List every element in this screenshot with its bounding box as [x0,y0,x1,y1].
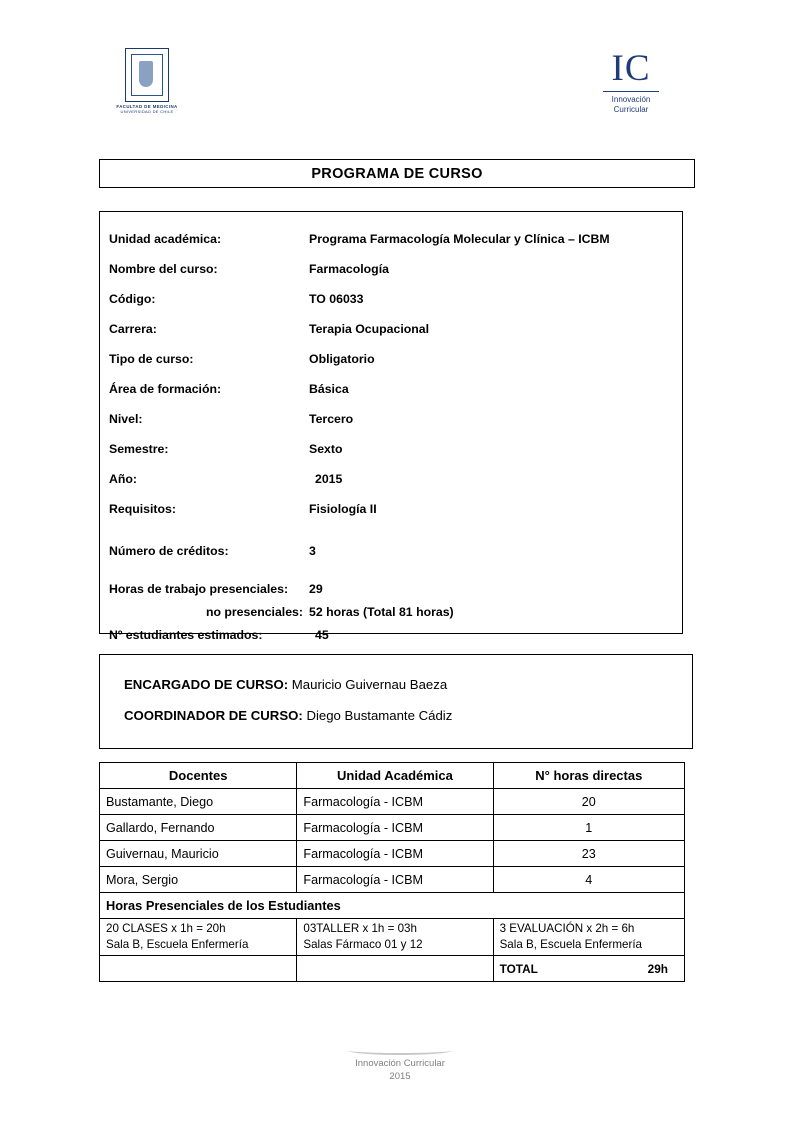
teacher-name: Guivernau, Mauricio [100,841,297,867]
teacher-hours: 20 [493,789,684,815]
encargado-de-curso-line [124,669,692,700]
info-label: no presenciales: [205,605,303,619]
info-value: Tercero [309,412,354,426]
ic-letters: IC [611,48,651,89]
info-value: 52 horas (Total 81 horas) [309,605,454,619]
total-label: TOTAL [499,961,538,976]
column-header-unidad-academica: Unidad Académica [297,763,493,789]
coordinador-label: COORDINADOR DE CURSO: [124,708,303,723]
footer-line2: 2015 [389,1071,411,1082]
empty-cell-2 [297,956,493,982]
total-value: 29h [647,961,668,976]
crest-faculty-label: FACULTAD DE MEDICINA [116,104,178,109]
info-label: Nivel: [109,412,143,426]
teacher-hours: 4 [493,867,684,893]
course-info-box [99,211,683,642]
info-label: Horas de trabajo presenciales: [109,582,289,596]
table-header-row [100,763,685,789]
total-cell [493,956,684,982]
teacher-name: Bustamante, Diego [100,789,297,815]
info-value: Farmacología [309,262,389,276]
info-label: Código: [109,292,156,306]
info-row-area-formacion [100,374,682,404]
page-title: PROGRAMA DE CURSO [311,165,483,182]
empty-cell-1 [100,956,297,982]
column-header-horas-directas: N° horas directas [493,763,684,789]
section-title-horas-presenciales: Horas Presenciales de los Estudiantes [100,893,685,919]
info-label: Requisitos: [109,502,176,516]
encargado-label: ENCARGADO DE CURSO: [124,677,289,692]
info-value: 3 [309,544,316,558]
footer-line1: Innovación Curricular [355,1058,445,1069]
universidad-de-chile-logo [112,48,182,114]
teachers-table-wrapper [99,762,685,982]
info-value: Básica [309,382,349,396]
info-value: TO 06033 [309,292,364,306]
info-row-requisitos [100,494,682,524]
encargado-value: Mauricio Guivernau Baeza [291,677,448,692]
ic-subtitle-line2: Curricular [613,105,649,114]
info-value: Sexto [309,442,343,456]
teacher-hours: 23 [493,841,684,867]
block-evaluacion-line1: 3 EVALUACIÓN x 2h = 6h [499,922,635,935]
info-row-anio [100,464,682,494]
coordinador-value: Diego Bustamante Cádiz [306,708,453,723]
info-row-horas-presenciales [100,578,682,601]
block-clases [100,919,297,956]
info-label: Carrera: [109,322,157,336]
info-row-nombre-curso [100,254,682,284]
crest-university-label: UNIVERSIDAD DE CHILE [120,109,174,114]
info-row-tipo-curso [100,344,682,374]
teacher-hours: 1 [493,815,684,841]
info-label: Área de formación: [109,382,222,396]
info-label: Nombre del curso: [109,262,218,276]
ic-divider [603,91,659,92]
course-charge-box [99,654,693,749]
crest-icon [125,48,169,102]
info-row-semestre [100,434,682,464]
info-value: Terapia Ocupacional [309,322,430,336]
footer-swoosh-icon [348,1046,452,1055]
info-value: 29 [309,582,323,596]
teachers-table [99,762,685,982]
block-taller [297,919,493,956]
block-taller-line1: 03TALLER x 1h = 03h [303,922,417,935]
block-evaluacion-line2: Sala B, Escuela Enfermería [499,938,642,951]
table-row [100,815,685,841]
info-value: 45 [315,628,329,642]
block-taller-line2: Salas Fármaco 01 y 12 [303,938,423,951]
info-label: Unidad académica: [109,232,222,246]
block-clases-line1: 20 CLASES x 1h = 20h [106,922,226,935]
block-evaluacion [493,919,684,956]
info-row-unidad-academica [100,224,682,254]
teacher-unit: Farmacología - ICBM [297,789,493,815]
table-blocks-row [100,919,685,956]
teacher-name: Mora, Sergio [100,867,297,893]
info-row-numero-creditos [100,536,682,566]
info-value: Fisiología II [309,502,377,516]
innovacion-curricular-logo [586,50,676,115]
page-footer [0,1046,800,1083]
document-title-box [99,159,695,188]
info-value: Programa Farmacología Molecular y Clínica – ICBM [309,232,610,246]
info-label: Semestre: [109,442,169,456]
teacher-unit: Farmacología - ICBM [297,867,493,893]
table-row [100,841,685,867]
info-value: Obligatorio [309,352,375,366]
teacher-unit: Farmacología - ICBM [297,815,493,841]
teacher-name: Gallardo, Fernando [100,815,297,841]
teacher-unit: Farmacología - ICBM [297,841,493,867]
info-value: 2015 [315,472,343,486]
table-section-row [100,893,685,919]
info-row-horas-no-presenciales [100,601,682,624]
column-header-docentes: Docentes [100,763,297,789]
table-row [100,867,685,893]
block-clases-line2: Sala B, Escuela Enfermería [106,938,249,951]
table-total-row [100,956,685,982]
info-row-codigo [100,284,682,314]
info-label: Año: [109,472,137,486]
info-label: Número de créditos: [109,544,229,558]
table-row [100,789,685,815]
info-label: Nº estudiantes estimados: [109,628,263,642]
info-row-estudiantes-estimados [100,624,682,647]
coordinador-de-curso-line [124,700,692,731]
ic-subtitle-line1: Innovación [611,95,651,104]
info-label: Tipo de curso: [109,352,194,366]
info-row-carrera [100,314,682,344]
page-header [0,0,800,150]
info-row-nivel [100,404,682,434]
